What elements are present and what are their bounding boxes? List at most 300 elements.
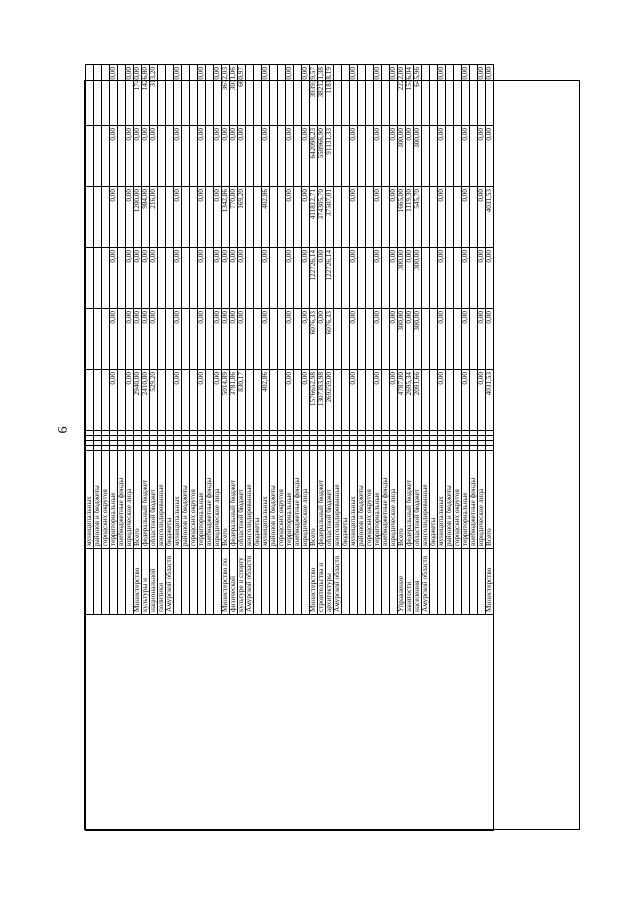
- narrow-empty-cell: [454, 441, 462, 446]
- organization-cell: [254, 549, 262, 615]
- amount-cell: 2410,80: [142, 370, 150, 431]
- table-body: [86, 65, 494, 831]
- narrow-empty-cell: [230, 436, 238, 441]
- narrow-empty-cell: [286, 431, 294, 436]
- narrow-empty-cell: [86, 446, 94, 451]
- amount-cell: [270, 65, 278, 126]
- amount-cell: [422, 187, 430, 248]
- narrow-empty-cell: [414, 431, 422, 436]
- narrow-empty-cell: [398, 436, 406, 441]
- funding-source-cell: областной бюджет: [238, 451, 246, 549]
- narrow-empty-cell: [350, 431, 358, 436]
- amount-cell: 0,00: [374, 370, 382, 431]
- narrow-empty-cell: [158, 446, 166, 451]
- page-number: 6: [56, 426, 71, 434]
- narrow-empty-cell: [182, 441, 190, 446]
- amount-cell: 770,80: [230, 187, 238, 248]
- amount-cell: 0,00: [318, 309, 326, 370]
- narrow-empty-cell: [158, 441, 166, 446]
- narrow-empty-cell: [110, 431, 118, 436]
- amount-cell: 2091,66: [414, 370, 422, 431]
- amount-cell: 550966,90: [318, 126, 326, 187]
- narrow-empty-cell: [438, 446, 446, 451]
- narrow-empty-cell: [382, 446, 390, 451]
- amount-cell: [158, 65, 166, 126]
- amount-cell: [358, 187, 366, 248]
- amount-cell: [158, 126, 166, 187]
- narrow-empty-cell: [406, 446, 414, 451]
- funding-source-cell: внебюджетные фонды: [470, 451, 478, 549]
- amount-cell: 300,00: [398, 309, 406, 370]
- amount-cell: 0,00: [390, 65, 398, 126]
- narrow-empty-cell: [390, 446, 398, 451]
- organization-cell: [438, 549, 446, 615]
- amount-cell: 0,00: [134, 309, 142, 370]
- amount-cell: 1665,00: [398, 187, 406, 248]
- narrow-empty-cell: [278, 441, 286, 446]
- funding-source-cell: городских округов: [190, 451, 198, 549]
- narrow-empty-cell: [190, 431, 198, 436]
- amount-cell: 1307393,98: [318, 370, 326, 431]
- funding-source-cell: территориальные: [110, 451, 118, 549]
- funding-source-cell: Всего: [310, 451, 318, 549]
- amount-cell: 4787,00: [398, 370, 406, 431]
- narrow-empty-cell: [486, 436, 494, 441]
- amount-cell: 0,00: [462, 309, 470, 370]
- amount-cell: 300,00: [414, 309, 422, 370]
- amount-cell: 0,00: [374, 309, 382, 370]
- organization-cell: [278, 549, 286, 615]
- funding-source-cell: юридические лица: [126, 451, 134, 549]
- narrow-empty-cell: [342, 446, 350, 451]
- funding-source-cell: консолидированные: [334, 451, 342, 549]
- narrow-empty-cell: [198, 436, 206, 441]
- narrow-empty-cell: [302, 446, 310, 451]
- narrow-empty-cell: [270, 431, 278, 436]
- amount-cell: [358, 370, 366, 431]
- amount-cell: [358, 248, 366, 309]
- funding-source-cell: Всего: [398, 451, 406, 549]
- narrow-empty-cell: [110, 441, 118, 446]
- funding-source-cell: районов и бюджеты: [446, 451, 454, 549]
- narrow-empty-cell: [206, 441, 214, 446]
- funding-source-cell: юридические лица: [390, 451, 398, 549]
- narrow-empty-cell: [318, 431, 326, 436]
- narrow-empty-cell: [478, 431, 486, 436]
- amount-cell: [86, 126, 94, 187]
- narrow-empty-cell: [294, 441, 302, 446]
- narrow-empty-cell: [294, 436, 302, 441]
- narrow-empty-cell: [478, 446, 486, 451]
- narrow-empty-cell: [422, 446, 430, 451]
- funding-source-cell: Всего: [486, 451, 494, 549]
- amount-cell: 0,00: [302, 248, 310, 309]
- amount-cell: 0,00: [350, 126, 358, 187]
- amount-cell: [94, 248, 102, 309]
- funding-source-cell: областной бюджет: [150, 451, 158, 549]
- amount-cell: 0,00: [110, 370, 118, 431]
- amount-cell: 0,00: [438, 248, 446, 309]
- amount-cell: [270, 187, 278, 248]
- narrow-empty-cell: [478, 436, 486, 441]
- amount-cell: 545,70: [414, 187, 422, 248]
- amount-cell: [270, 126, 278, 187]
- amount-cell: 0,00: [230, 126, 238, 187]
- amount-cell: 5014,89: [222, 370, 230, 431]
- amount-cell: [446, 309, 454, 370]
- narrow-empty-cell: [430, 436, 438, 441]
- organization-cell: [270, 549, 278, 615]
- narrow-empty-cell: [262, 446, 270, 451]
- narrow-empty-cell: [326, 441, 334, 446]
- funding-source-cell: внебюджетные фонды: [118, 451, 126, 549]
- narrow-empty-cell: [318, 436, 326, 441]
- amount-cell: 0,00: [198, 248, 206, 309]
- amount-cell: 0,00: [462, 370, 470, 431]
- funding-source-cell: юридические лица: [302, 451, 310, 549]
- amount-cell: 0,00: [134, 126, 142, 187]
- amount-cell: [182, 187, 190, 248]
- narrow-empty-cell: [182, 446, 190, 451]
- amount-cell: 122726,14: [310, 248, 318, 309]
- narrow-empty-cell: [302, 436, 310, 441]
- narrow-empty-cell: [286, 446, 294, 451]
- amount-cell: 0,00: [486, 309, 494, 370]
- amount-cell: [94, 65, 102, 126]
- narrow-empty-cell: [174, 436, 182, 441]
- amount-cell: [422, 126, 430, 187]
- amount-cell: 1426,80: [142, 65, 150, 126]
- amount-cell: 2695,34: [406, 370, 414, 431]
- amount-cell: 37507,01: [326, 187, 334, 248]
- narrow-empty-cell: [238, 446, 246, 451]
- amount-cell: 0,00: [286, 248, 294, 309]
- amount-cell: 0,00: [302, 65, 310, 126]
- amount-cell: 0,00: [198, 187, 206, 248]
- narrow-empty-cell: [358, 436, 366, 441]
- narrow-empty-cell: [150, 431, 158, 436]
- narrow-empty-cell: [182, 431, 190, 436]
- amount-cell: 0,00: [390, 309, 398, 370]
- amount-cell: 11818,19: [326, 65, 334, 126]
- amount-cell: [246, 248, 254, 309]
- narrow-empty-cell: [102, 446, 110, 451]
- amount-cell: 0,00: [374, 248, 382, 309]
- amount-cell: 0,00: [486, 126, 494, 187]
- amount-cell: 0,00: [222, 248, 230, 309]
- narrow-empty-cell: [438, 441, 446, 446]
- funding-source-cell: городских округов: [454, 451, 462, 549]
- amount-cell: 0,00: [126, 187, 134, 248]
- organization-cell: Министерство по: [222, 549, 230, 615]
- amount-cell: 0,00: [174, 370, 182, 431]
- amount-cell: [182, 248, 190, 309]
- narrow-empty-cell: [254, 446, 262, 451]
- narrow-empty-cell: [174, 446, 182, 451]
- organization-cell: [462, 549, 470, 615]
- amount-cell: [246, 126, 254, 187]
- narrow-empty-cell: [294, 446, 302, 451]
- narrow-empty-cell: [94, 431, 102, 436]
- amount-cell: 0,00: [198, 126, 206, 187]
- amount-cell: 411812,71: [310, 187, 318, 248]
- narrow-empty-cell: [222, 436, 230, 441]
- amount-cell: [334, 248, 342, 309]
- narrow-empty-cell: [102, 441, 110, 446]
- narrow-empty-cell: [398, 446, 406, 451]
- narrow-empty-cell: [254, 431, 262, 436]
- amount-cell: 0,00: [302, 309, 310, 370]
- amount-cell: 0,00: [150, 248, 158, 309]
- narrow-empty-cell: [366, 446, 374, 451]
- amount-cell: 300,00: [414, 248, 422, 309]
- narrow-empty-cell: [342, 436, 350, 441]
- narrow-empty-cell: [278, 436, 286, 441]
- narrow-empty-cell: [446, 441, 454, 446]
- funding-source-cell: районов и бюджеты: [182, 451, 190, 549]
- funding-source-cell: территориальные: [374, 451, 382, 549]
- narrow-empty-cell: [382, 431, 390, 436]
- amount-cell: [94, 187, 102, 248]
- funding-source-cell: территориальные: [286, 451, 294, 549]
- narrow-empty-cell: [350, 436, 358, 441]
- narrow-empty-cell: [238, 431, 246, 436]
- narrow-empty-cell: [414, 436, 422, 441]
- amount-cell: 0,00: [350, 187, 358, 248]
- narrow-empty-cell: [198, 446, 206, 451]
- amount-cell: 0,00: [142, 126, 150, 187]
- narrow-empty-cell: [454, 431, 462, 436]
- narrow-empty-cell: [198, 441, 206, 446]
- narrow-empty-cell: [166, 436, 174, 441]
- organization-cell: [182, 549, 190, 615]
- funding-source-cell: городских округов: [102, 451, 110, 549]
- amount-cell: 0,00: [350, 370, 358, 431]
- narrow-empty-cell: [374, 446, 382, 451]
- budget-table: [85, 64, 494, 831]
- amount-cell: 0,00: [438, 65, 446, 126]
- narrow-empty-cell: [206, 446, 214, 451]
- amount-cell: 0,00: [302, 370, 310, 431]
- amount-cell: 4031,53: [486, 370, 494, 431]
- narrow-empty-cell: [310, 441, 318, 446]
- amount-cell: [182, 65, 190, 126]
- amount-cell: 0,00: [390, 187, 398, 248]
- organization-cell: [110, 549, 118, 615]
- funding-source-cell: областной бюджет: [326, 451, 334, 549]
- funding-source-cell: бюджеты: [342, 451, 350, 549]
- funding-source-cell: бюджеты: [166, 451, 174, 549]
- narrow-empty-cell: [118, 441, 126, 446]
- amount-cell: 0,00: [286, 309, 294, 370]
- narrow-empty-cell: [182, 436, 190, 441]
- amount-cell: 6076,33: [326, 309, 334, 370]
- amount-cell: 0,00: [214, 65, 222, 126]
- amount-cell: [270, 309, 278, 370]
- narrow-empty-cell: [134, 446, 142, 451]
- amount-cell: 0,00: [350, 309, 358, 370]
- funding-source-cell: муниципальных: [262, 451, 270, 549]
- narrow-empty-cell: [254, 436, 262, 441]
- narrow-empty-cell: [446, 436, 454, 441]
- narrow-empty-cell: [334, 441, 342, 446]
- narrow-empty-cell: [374, 436, 382, 441]
- organization-cell: политики: [158, 549, 166, 615]
- narrow-empty-cell: [150, 441, 158, 446]
- narrow-empty-cell: [486, 431, 494, 436]
- amount-cell: [86, 309, 94, 370]
- narrow-empty-cell: [174, 441, 182, 446]
- organization-cell: занятости: [406, 549, 414, 615]
- amount-cell: 402,86: [262, 187, 270, 248]
- funding-source-cell: территориальные: [198, 451, 206, 549]
- narrow-empty-cell: [358, 441, 366, 446]
- amount-cell: 0,00: [462, 65, 470, 126]
- narrow-empty-cell: [246, 441, 254, 446]
- funding-source-cell: районов и бюджеты: [94, 451, 102, 549]
- amount-cell: [446, 370, 454, 431]
- organization-cell: [118, 549, 126, 615]
- funding-source-cell: федеральный бюджет: [230, 451, 238, 549]
- narrow-empty-cell: [398, 441, 406, 446]
- organization-cell: [470, 549, 478, 615]
- amount-cell: [94, 309, 102, 370]
- funding-source-cell: федеральный бюджет: [406, 451, 414, 549]
- amount-cell: 0,00: [406, 309, 414, 370]
- narrow-empty-cell: [262, 431, 270, 436]
- narrow-empty-cell: [446, 446, 454, 451]
- amount-cell: [246, 309, 254, 370]
- organization-cell: [294, 549, 302, 615]
- narrow-empty-cell: [86, 436, 94, 441]
- narrow-empty-cell: [406, 441, 414, 446]
- amount-cell: 0,00: [350, 65, 358, 126]
- amount-cell: 0,00: [238, 126, 246, 187]
- funding-source-cell: федеральный бюджет: [142, 451, 150, 549]
- narrow-empty-cell: [422, 441, 430, 446]
- narrow-empty-cell: [302, 441, 310, 446]
- amount-cell: 0,00: [238, 309, 246, 370]
- organization-cell: [206, 549, 214, 615]
- amount-cell: [246, 187, 254, 248]
- amount-cell: [94, 126, 102, 187]
- amount-cell: 0,00: [198, 370, 206, 431]
- narrow-empty-cell: [422, 431, 430, 436]
- narrow-empty-cell: [166, 431, 174, 436]
- organization-cell: [366, 549, 374, 615]
- amount-cell: 0,00: [302, 187, 310, 248]
- amount-cell: [86, 370, 94, 431]
- amount-cell: [158, 370, 166, 431]
- amount-cell: 2940,00: [134, 370, 142, 431]
- amount-cell: 0,00: [406, 126, 414, 187]
- narrow-empty-cell: [342, 431, 350, 436]
- amount-cell: 1342,86: [222, 187, 230, 248]
- amount-cell: 0,00: [438, 126, 446, 187]
- funding-source-cell: внебюджетные фонды: [294, 451, 302, 549]
- narrow-empty-cell: [198, 431, 206, 436]
- organization-cell: [262, 549, 270, 615]
- funding-source-cell: муниципальных: [86, 451, 94, 549]
- narrow-empty-cell: [334, 436, 342, 441]
- narrow-empty-cell: [214, 441, 222, 446]
- table-row: [86, 65, 94, 831]
- narrow-empty-cell: [454, 446, 462, 451]
- amount-cell: [334, 65, 342, 126]
- narrow-empty-cell: [174, 431, 182, 436]
- amount-cell: 300,00: [414, 126, 422, 187]
- amount-cell: 0,00: [110, 187, 118, 248]
- narrow-empty-cell: [286, 441, 294, 446]
- amount-cell: 0,00: [142, 248, 150, 309]
- narrow-empty-cell: [478, 441, 486, 446]
- amount-cell: [334, 309, 342, 370]
- amount-cell: 2222,00: [398, 65, 406, 126]
- amount-cell: 642098,23: [310, 126, 318, 187]
- amount-cell: [158, 187, 166, 248]
- narrow-empty-cell: [358, 431, 366, 436]
- amount-cell: 91131,33: [326, 126, 334, 187]
- narrow-empty-cell: [382, 436, 390, 441]
- narrow-empty-cell: [94, 436, 102, 441]
- amount-cell: 0,00: [174, 65, 182, 126]
- amount-cell: 382121,38: [318, 65, 326, 126]
- narrow-empty-cell: [142, 446, 150, 451]
- organization-cell: строительства и: [318, 549, 326, 615]
- narrow-empty-cell: [486, 446, 494, 451]
- narrow-empty-cell: [102, 436, 110, 441]
- narrow-empty-cell: [350, 446, 358, 451]
- amount-cell: 1740,00: [134, 65, 142, 126]
- amount-cell: [358, 126, 366, 187]
- amount-cell: 0,00: [238, 248, 246, 309]
- amount-cell: 0,00: [262, 126, 270, 187]
- organization-cell: [342, 549, 350, 615]
- narrow-empty-cell: [270, 446, 278, 451]
- narrow-empty-cell: [462, 441, 470, 446]
- amount-cell: [158, 309, 166, 370]
- funding-source-cell: Всего: [134, 451, 142, 549]
- funding-source-cell: территориальные: [462, 451, 470, 549]
- organization-cell: [86, 549, 94, 615]
- narrow-empty-cell: [366, 431, 374, 436]
- funding-source-cell: консолидированные: [158, 451, 166, 549]
- organization-cell: Министерство: [310, 549, 318, 615]
- narrow-empty-cell: [270, 441, 278, 446]
- narrow-empty-cell: [326, 431, 334, 436]
- narrow-empty-cell: [246, 436, 254, 441]
- narrow-empty-cell: [246, 431, 254, 436]
- narrow-empty-cell: [86, 441, 94, 446]
- funding-source-cell: областной бюджет: [414, 451, 422, 549]
- amount-cell: [446, 248, 454, 309]
- narrow-empty-cell: [134, 431, 142, 436]
- amount-cell: 0,00: [222, 309, 230, 370]
- amount-cell: 0,00: [374, 187, 382, 248]
- narrow-empty-cell: [86, 431, 94, 436]
- organization-cell: [446, 549, 454, 615]
- amount-cell: 393939,57: [310, 65, 318, 126]
- narrow-empty-cell: [190, 446, 198, 451]
- narrow-empty-cell: [278, 431, 286, 436]
- funding-source-cell: консолидированные: [246, 451, 254, 549]
- amount-cell: 313,20: [150, 65, 158, 126]
- narrow-empty-cell: [214, 436, 222, 441]
- narrow-empty-cell: [126, 436, 134, 441]
- narrow-empty-cell: [310, 431, 318, 436]
- amount-cell: 645,96: [414, 65, 422, 126]
- narrow-empty-cell: [358, 446, 366, 451]
